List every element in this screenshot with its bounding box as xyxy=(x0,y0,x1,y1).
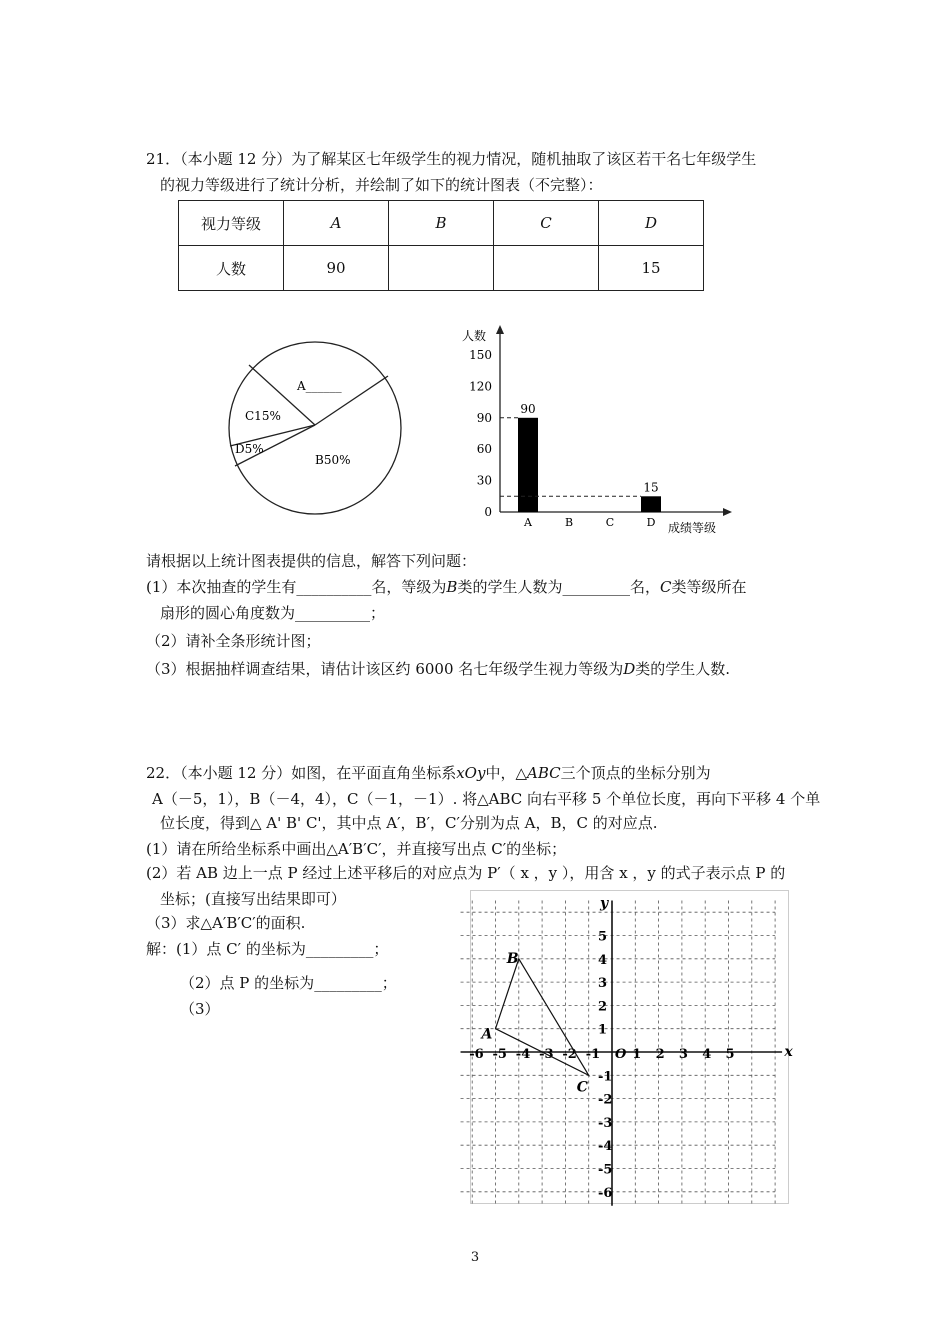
q22-sol3: （3） xyxy=(180,1000,220,1018)
x-axis-label: x xyxy=(784,1044,793,1060)
text: 名，等级为 xyxy=(371,578,447,596)
table-row-label: 视力等级 xyxy=(179,201,284,246)
x-tick-label: 3 xyxy=(678,1047,688,1062)
text: 类等级所在 xyxy=(671,578,747,596)
pie-chart xyxy=(225,340,415,525)
y-tick-label: 90 xyxy=(476,410,492,425)
table-cell xyxy=(494,246,599,291)
q22-line6: 坐标；(直接写出结果即可） xyxy=(160,890,346,908)
y-tick-label: 4 xyxy=(598,952,608,968)
q22-sol2 xyxy=(180,972,397,994)
y-tick-label: 150 xyxy=(469,348,492,362)
q22-line7: （3）求△A′B′C′的面积. xyxy=(146,914,306,932)
q21-header-cont: 的视力等级进行了统计分析，并绘制了如下的统计图表（不完整）： xyxy=(160,176,603,194)
x-tick-label: C xyxy=(605,516,615,529)
bar xyxy=(641,496,661,512)
text: 名， xyxy=(629,578,660,596)
text: ； xyxy=(370,604,386,622)
y-tick-label: -2 xyxy=(598,1092,613,1108)
q22-line5: (2）若 AB 边上一点 P 经过上述平移后的对应点为 P′（ x ，y ），用含 x ，y 的式子表示点 P 的 xyxy=(146,864,786,882)
text: ； xyxy=(381,974,397,992)
table-row xyxy=(179,246,704,291)
blank: __________ xyxy=(295,604,371,622)
text: 解：(1）点 C′ 的坐标为 xyxy=(146,940,306,958)
blank: _________ xyxy=(314,974,382,992)
q22-line4: (1）请在所给坐标系中画出△A′B′C′，并直接写出点 C′的坐标； xyxy=(146,840,567,858)
blank: __________ xyxy=(296,578,372,596)
text: B xyxy=(446,578,458,596)
q22-header xyxy=(146,762,711,784)
text: （2）点 P 的坐标为 xyxy=(180,974,315,992)
q21-header: 21．（本小题 12 分）为了解某区七年级学生的视力情况，随机抽取了该区若干名七年级学生 xyxy=(146,150,757,168)
coordinate-grid xyxy=(469,890,793,1205)
table-cell: B xyxy=(389,201,494,246)
blank: _________ xyxy=(305,940,374,958)
text: (1）本次抽查的学生有 xyxy=(146,578,297,596)
y-tick-label: -1 xyxy=(598,1069,613,1085)
text: 类的学生人数. xyxy=(635,660,731,678)
x-tick-label: 2 xyxy=(655,1047,665,1062)
y-tick-label: -4 xyxy=(598,1139,613,1155)
point-label: A xyxy=(481,1026,493,1043)
x-tick-label: 1 xyxy=(632,1047,642,1062)
y-axis-label: y xyxy=(600,895,609,912)
y-tick-label: 3 xyxy=(598,976,608,992)
q22-sol1 xyxy=(146,938,388,960)
q22-line2: A（－5，1），B（－4，4），C（－1，－1）. 将△ABC 向右平移 5 个单位长度，再向下平移 4 个单 xyxy=(152,790,821,808)
point-label: B xyxy=(506,950,519,967)
table-cell: 90 xyxy=(284,246,389,291)
text: C xyxy=(659,578,672,596)
text: ABC xyxy=(527,764,561,782)
page-number: 3 xyxy=(470,1250,480,1265)
y-tick-label: 120 xyxy=(469,379,492,394)
y-tick-label: -6 xyxy=(598,1185,613,1201)
y-tick-label: 2 xyxy=(598,999,608,1015)
x-tick-label: -6 xyxy=(469,1047,484,1062)
text: D xyxy=(623,660,636,678)
table-cell: C xyxy=(494,201,599,246)
text: 类的学生人数为 xyxy=(457,578,563,596)
x-tick-label: B xyxy=(564,516,574,529)
y-tick-label: 1 xyxy=(598,1022,608,1038)
q21-intro: 请根据以上统计图表提供的信息，解答下列问题： xyxy=(146,552,477,570)
pie-label-c: C15% xyxy=(245,409,281,423)
y-tick-label: 60 xyxy=(476,442,492,457)
text: 三个顶点的坐标分别为 xyxy=(560,764,711,782)
y-axis-arrow xyxy=(496,325,504,334)
pie-label-d: D5% xyxy=(235,442,264,456)
x-tick-label: -3 xyxy=(539,1047,554,1062)
y-tick-label: -3 xyxy=(598,1115,613,1131)
y-tick-label: 0 xyxy=(484,505,492,519)
table-cell: A xyxy=(284,201,389,246)
bar-value-label: 90 xyxy=(520,401,536,416)
table-cell xyxy=(389,246,494,291)
x-axis-arrow xyxy=(723,508,732,516)
table-cell: D xyxy=(599,201,704,246)
pie-label-a: A______ xyxy=(297,379,342,393)
text: ； xyxy=(373,940,389,958)
y-tick-label: 5 xyxy=(598,929,608,945)
point-label: C xyxy=(576,1079,588,1096)
blank: _________ xyxy=(562,578,630,596)
bar xyxy=(518,418,538,512)
bar-ylabel: 人数 xyxy=(462,329,487,343)
y-tick-label: -5 xyxy=(598,1162,613,1178)
x-tick-label: -4 xyxy=(515,1047,531,1062)
x-tick-label: A xyxy=(524,516,532,529)
text: 中，△ xyxy=(485,764,527,782)
table-row-label: 人数 xyxy=(179,246,284,291)
table-cell: 15 xyxy=(599,246,704,291)
x-tick-label: 4 xyxy=(702,1047,712,1062)
pie-label-b: B50% xyxy=(315,453,351,467)
text: 扇形的圆心角度数为 xyxy=(160,604,296,622)
text: 22．（本小题 12 分）如图，在平面直角坐标系 xyxy=(146,764,457,782)
q21-part1 xyxy=(146,576,746,598)
y-tick-label: 30 xyxy=(476,473,492,488)
q21-part3 xyxy=(146,658,730,680)
x-tick-label: O xyxy=(615,1047,627,1062)
x-tick-label: D xyxy=(646,516,656,529)
bar-value-label: 15 xyxy=(643,480,659,495)
x-tick-label: -5 xyxy=(492,1047,507,1062)
pie-circle xyxy=(229,342,401,514)
q22-line3: 位长度，得到△ A' B' C'，其中点 A′，B′，C′分别为点 A，B，C 的对应点. xyxy=(160,814,658,832)
x-tick-label: -2 xyxy=(562,1047,577,1062)
text: xOy xyxy=(456,764,486,782)
vision-table xyxy=(178,200,704,291)
bar-xlabel: 成绩等级 xyxy=(668,521,717,535)
table-row xyxy=(179,201,704,246)
x-tick-label: 5 xyxy=(725,1047,735,1062)
bar-chart xyxy=(450,320,740,542)
x-tick-label: -1 xyxy=(585,1047,601,1062)
text: （3）根据抽样调查结果，请估计该区约 6000 名七年级学生视力等级为 xyxy=(146,660,624,678)
q21-part1-cont xyxy=(160,602,385,624)
q21-part2: （2）请补全条形统计图； xyxy=(146,632,321,650)
